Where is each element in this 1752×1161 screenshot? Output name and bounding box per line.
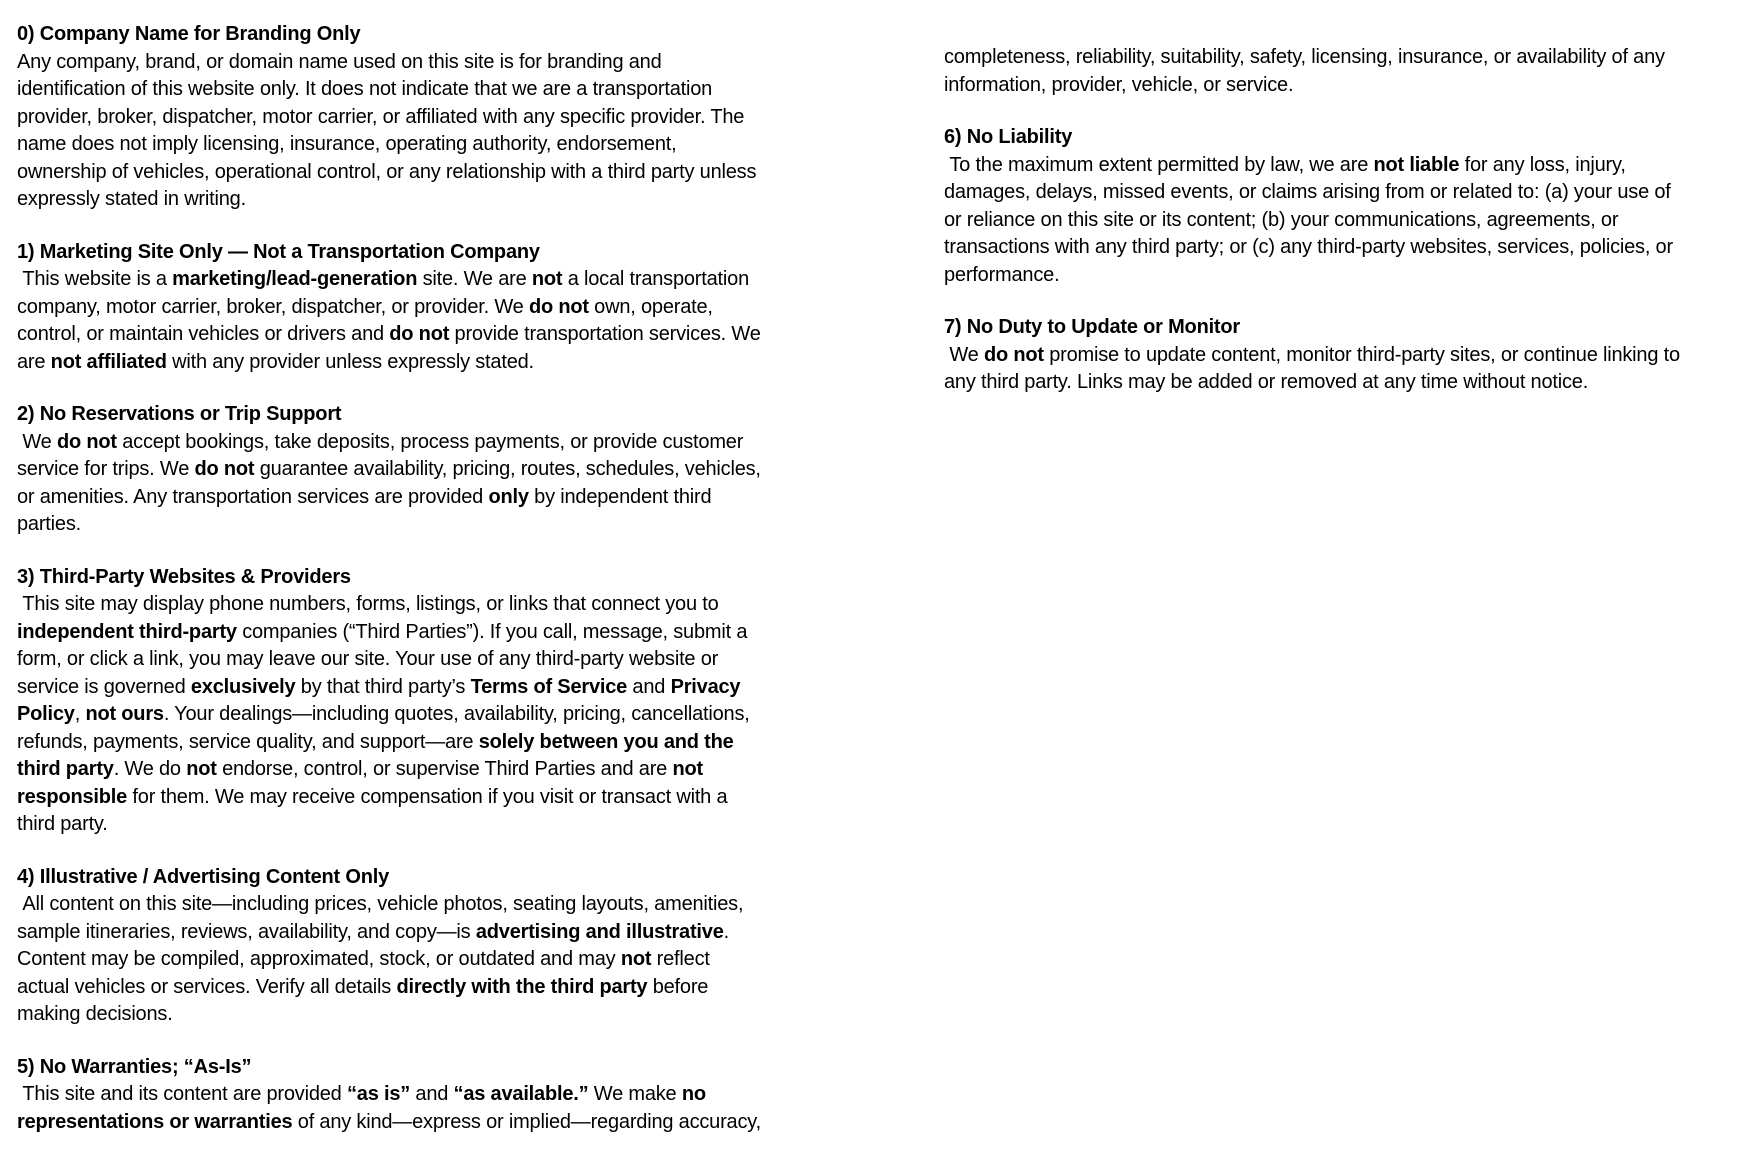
text-segment: with any provider unless expressly stated. [166,350,534,373]
section-paragraph [944,152,1689,290]
right-column [944,44,1689,422]
section-heading: 0) Company Name for Branding Only [17,23,361,45]
bold-text-segment: Privacy Policy [17,675,746,725]
text-segment: own, operate, control, or maintain vehicles or drivers and [17,295,719,345]
bold-text-segment: not [531,268,563,290]
text-segment: accept bookings, take deposits, process payments, or provide customer service for trips. We [17,430,749,480]
text-segment: This website is a [17,268,173,290]
section-heading: 1) Marketing Site Only — Not a Transportation Company [17,240,540,263]
bold-text-segment: directly with the third party [396,975,648,998]
text-segment: of any kind—express or implied—regarding accuracy, [292,1110,761,1133]
text-segment: All content on this site—including prices, vehicle photos, seating layouts, amenities, sample itineraries, reviews, availability, and copy—is [17,893,749,943]
section-heading: 3) Third-Party Websites & Providers [17,565,351,588]
text-segment: Any company, brand, or domain name used on this site is for branding and identification of this website only. It does not indicate that we are a transportation provider, broker, dispatcher, motor carrier, or affiliated with any specific provider. The name does not imply licensing, insurance, operating authority, endorsement, ownership of vehicles, operational control, or any relationship with a third party unless expressly stated in writing. [17,50,762,210]
text-segment: for any loss, injury, damages, delays, missed events, or claims arising from or related to: (a) your use of or reliance on this site or its content; (b) your communications, agreements, or transactions with any third party; or (c) any third-party websites, services, policies, or performance. [944,153,1679,286]
disclaimer-section [17,1054,762,1137]
bold-text-segment: do not [528,295,589,318]
bold-text-segment: exclusively [190,675,296,698]
disclaimer-section [17,239,766,377]
text-segment: promise to update content, monitor third-party sites, or continue linking to any third party. Links may be added or removed at any time without notice. [944,343,1686,393]
text-segment: We [17,430,57,453]
section-paragraph [17,1081,762,1136]
bold-text-segment: Terms of Service [470,675,628,698]
text-segment: , [74,703,86,725]
bold-text-segment: do not [56,430,117,453]
section-paragraph [944,44,1689,99]
bold-text-segment: not responsible [17,758,709,808]
bold-text-segment: not [186,758,217,780]
text-segment: We [944,343,984,366]
section-paragraph [17,266,766,376]
text-segment: by independent third parties. [17,485,717,535]
bold-text-segment: “as is” [346,1083,411,1105]
section-paragraph [17,891,762,1029]
text-segment: by that third party’s [295,675,471,698]
bold-text-segment: only [488,485,529,508]
text-segment: . Your dealings—including quotes, availability, pricing, cancellations, refunds, payments, service quality, and support—are [17,703,755,753]
disclaimer-section [944,44,1689,99]
bold-text-segment: independent third-party [17,620,237,643]
section-paragraph [17,49,762,214]
section-heading: 2) No Reservations or Trip Support [17,403,342,425]
bold-text-segment: not [620,948,652,970]
bold-text-segment: solely between you and the third party [17,730,739,780]
disclaimer-section [17,21,762,214]
bold-text-segment: not ours [85,703,164,725]
section-paragraph [944,342,1689,397]
text-segment: provide transportation services. We are [17,323,766,373]
text-segment: for them. We may receive compensation if you visit or transact with a third party. [17,785,733,835]
text-segment: site. We are [417,268,532,290]
disclaimer-section [944,314,1689,397]
text-segment: endorse, control, or supervise Third Parties and are [216,758,673,780]
text-segment: companies (“Third Parties”). If you call, message, submit a form, or click a link, you may leave our site. Your use of any third-party website or service is governed [17,620,753,698]
text-segment: and [627,675,671,698]
text-segment: a local transportation company, motor carrier, broker, dispatcher, or provider. We [17,268,755,318]
text-segment: before making decisions. [17,975,714,1025]
text-segment: guarantee availability, pricing, routes, schedules, vehicles, or amenities. Any transportation services are provided [17,458,767,508]
bold-text-segment: do not [389,323,450,345]
bold-text-segment: do not [194,458,255,480]
section-paragraph [17,591,762,839]
text-segment: We make [588,1083,682,1105]
bold-text-segment: do not [983,343,1044,366]
text-segment: . We do [113,758,187,780]
left-column [17,21,767,1161]
text-segment: To the maximum extent permitted by law, we are [944,153,1374,176]
bold-text-segment: marketing/lead-generation [172,268,418,290]
section-heading: 4) Illustrative / Advertising Content Only [17,865,390,888]
disclaimer-section [944,124,1689,289]
bold-text-segment: not liable [1373,153,1460,176]
disclaimer-section [17,564,762,839]
section-heading: 7) No Duty to Update or Monitor [944,316,1240,338]
disclaimer-section [17,864,762,1029]
bold-text-segment: advertising and illustrative [475,920,724,943]
bold-text-segment: “as available.” [453,1083,589,1105]
section-heading: 5) No Warranties; “As-Is” [17,1055,252,1078]
section-paragraph [17,429,767,539]
text-segment: completeness, reliability, suitability, safety, licensing, insurance, or availability of any information, provider, vehicle, or service. [944,46,1671,96]
bold-text-segment: no representations or warranties [17,1083,712,1133]
text-segment: and [410,1083,454,1105]
bold-text-segment: not affiliated [50,350,167,373]
section-heading: 6) No Liability [944,126,1073,148]
text-segment: . Content may be compiled, approximated, stock, or outdated and may [17,920,735,970]
text-segment: This site and its content are provided [17,1083,347,1105]
text-segment: reflect actual vehicles or services. Verify all details [17,948,716,998]
text-segment: This site may display phone numbers, forms, listings, or links that connect you to [17,593,724,615]
disclaimer-section [17,401,767,539]
